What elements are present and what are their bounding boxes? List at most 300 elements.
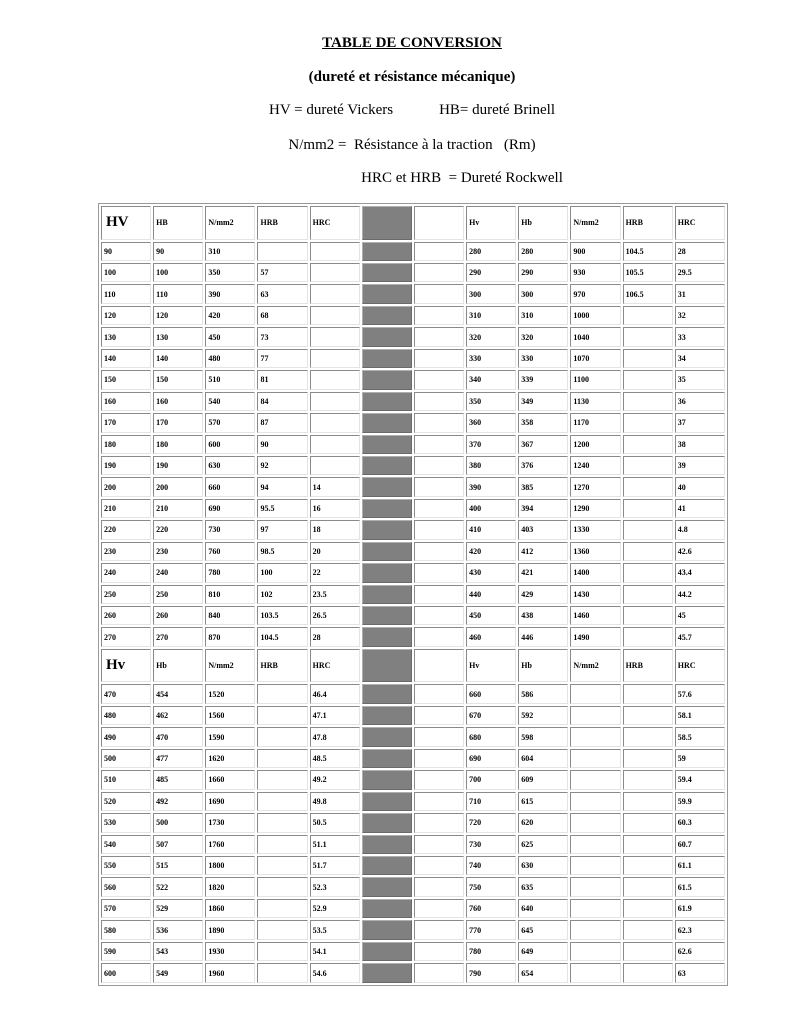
table-cell: 240 (101, 563, 151, 582)
table-cell (257, 835, 307, 854)
table-cell: 438 (518, 606, 568, 625)
divider-cell (362, 327, 412, 346)
table-cell (414, 606, 464, 625)
table-row (101, 942, 725, 961)
table-cell: 1240 (570, 456, 620, 475)
table-cell: 1200 (570, 435, 620, 454)
table-cell: 28 (675, 242, 725, 261)
table-row (101, 792, 725, 811)
table-cell: 190 (153, 456, 203, 475)
table-cell: 510 (205, 370, 255, 389)
table-cell: 645 (518, 920, 568, 939)
table-row (101, 435, 725, 454)
divider-cell (362, 370, 412, 389)
table-cell: 77 (257, 349, 307, 368)
table-cell: HRC (675, 206, 725, 240)
table-cell: 598 (518, 727, 568, 746)
table-cell (623, 942, 673, 961)
table-cell (414, 963, 464, 983)
table-cell: Hb (153, 649, 203, 683)
table-cell: 690 (205, 499, 255, 518)
table-cell: 840 (205, 606, 255, 625)
divider-cell (362, 435, 412, 454)
table-cell: 250 (101, 585, 151, 604)
table-cell: 1730 (205, 813, 255, 832)
table-cell (414, 563, 464, 582)
table-cell (414, 542, 464, 561)
table-cell: 570 (101, 899, 151, 918)
table-cell: 59.9 (675, 792, 725, 811)
table-cell: 190 (101, 456, 151, 475)
divider-cell (362, 206, 412, 240)
table-cell: 654 (518, 963, 568, 983)
table-cell: 492 (153, 792, 203, 811)
table-cell (623, 349, 673, 368)
table-cell: 230 (153, 542, 203, 561)
table-cell: 33 (675, 327, 725, 346)
table-cell: 549 (153, 963, 203, 983)
table-cell: 507 (153, 835, 203, 854)
table-cell: 42.6 (675, 542, 725, 561)
definition-hv: HV = dureté Vickers (269, 102, 394, 118)
table-row (101, 835, 725, 854)
table-cell (414, 792, 464, 811)
table-cell: 94 (257, 477, 307, 496)
table-cell: 429 (518, 585, 568, 604)
table-cell: 529 (153, 899, 203, 918)
table-cell: 540 (205, 392, 255, 411)
table-cell (310, 284, 360, 303)
table-cell: 586 (518, 684, 568, 703)
table-cell: 615 (518, 792, 568, 811)
divider-cell (362, 835, 412, 854)
table-cell: 220 (153, 520, 203, 539)
table-cell: 35 (675, 370, 725, 389)
table-cell (257, 242, 307, 261)
table-cell: 63 (675, 963, 725, 983)
table-cell (623, 520, 673, 539)
table-cell: 1860 (205, 899, 255, 918)
table-cell: 32 (675, 306, 725, 325)
table-cell: 92 (257, 456, 307, 475)
table-cell (257, 792, 307, 811)
table-cell: 740 (466, 856, 516, 875)
table-cell: 500 (101, 749, 151, 768)
table-cell: 720 (466, 813, 516, 832)
table-cell (414, 942, 464, 961)
table-cell: 358 (518, 413, 568, 432)
table-cell (414, 899, 464, 918)
table-row (101, 520, 725, 539)
table-cell: 57.6 (675, 684, 725, 703)
table-cell (623, 749, 673, 768)
table-cell: 1930 (205, 942, 255, 961)
table-cell: 403 (518, 520, 568, 539)
table-cell: 350 (205, 263, 255, 282)
table-cell: 52.9 (310, 899, 360, 918)
table-cell: 81 (257, 370, 307, 389)
table-cell (623, 413, 673, 432)
table-cell: 110 (101, 284, 151, 303)
table-cell: HRB (257, 206, 307, 240)
table-cell: HRB (257, 649, 307, 683)
table-cell (414, 727, 464, 746)
divider-cell (362, 963, 412, 983)
table-cell: 580 (101, 920, 151, 939)
table-cell (310, 392, 360, 411)
table-cell: 40 (675, 477, 725, 496)
table-cell: HB (153, 206, 203, 240)
definition-hb: HB= dureté Brinell (439, 102, 555, 118)
conversion-table-body (101, 206, 725, 983)
table-cell: 330 (518, 349, 568, 368)
table-cell: 37 (675, 413, 725, 432)
table-cell (257, 727, 307, 746)
table-cell (623, 456, 673, 475)
table-cell: 34 (675, 349, 725, 368)
table-cell: 44.2 (675, 585, 725, 604)
table-cell: 57 (257, 263, 307, 282)
table-cell: 1170 (570, 413, 620, 432)
table-cell: 150 (101, 370, 151, 389)
table-cell: 98.5 (257, 542, 307, 561)
table-cell: 59.4 (675, 770, 725, 789)
divider-cell (362, 263, 412, 282)
table-cell: 41 (675, 499, 725, 518)
table-cell: 280 (466, 242, 516, 261)
table-cell (570, 835, 620, 854)
table-cell (414, 477, 464, 496)
table-cell: 609 (518, 770, 568, 789)
table-cell: 1520 (205, 684, 255, 703)
table-row (101, 749, 725, 768)
table-cell: 26.5 (310, 606, 360, 625)
table-cell (414, 877, 464, 896)
table-cell: 500 (153, 813, 203, 832)
table-cell: 790 (466, 963, 516, 983)
table-row (101, 284, 725, 303)
table-row (101, 606, 725, 625)
table-cell (623, 770, 673, 789)
table-cell: 625 (518, 835, 568, 854)
table-cell: HV (101, 206, 151, 240)
table-row (101, 456, 725, 475)
table-cell: 320 (518, 327, 568, 346)
table-cell: 59 (675, 749, 725, 768)
table-cell: 536 (153, 920, 203, 939)
table-cell: 367 (518, 435, 568, 454)
table-cell (414, 370, 464, 389)
divider-cell (362, 456, 412, 475)
table-cell: 20 (310, 542, 360, 561)
table-cell: 100 (257, 563, 307, 582)
divider-cell (362, 749, 412, 768)
table-row (101, 813, 725, 832)
table-cell (570, 749, 620, 768)
table-cell: 376 (518, 456, 568, 475)
table-cell (414, 856, 464, 875)
table-cell (623, 856, 673, 875)
divider-cell (362, 392, 412, 411)
table-cell: 60.3 (675, 813, 725, 832)
table-cell (623, 877, 673, 896)
table-cell (570, 727, 620, 746)
table-cell: N/mm2 (570, 649, 620, 683)
table-cell: 46.4 (310, 684, 360, 703)
table-cell: 97 (257, 520, 307, 539)
table-row (101, 392, 725, 411)
table-cell: 590 (101, 942, 151, 961)
table-cell: 105.5 (623, 263, 673, 282)
table-cell: 14 (310, 477, 360, 496)
table-cell (310, 306, 360, 325)
table-cell: 420 (466, 542, 516, 561)
table-cell: 23.5 (310, 585, 360, 604)
table-cell: 330 (466, 349, 516, 368)
table-cell: 62.3 (675, 920, 725, 939)
table-cell: 51.1 (310, 835, 360, 854)
table-cell: 380 (466, 456, 516, 475)
table-cell: 230 (101, 542, 151, 561)
table-cell: HRC (310, 649, 360, 683)
divider-cell (362, 542, 412, 561)
table-cell (623, 392, 673, 411)
table-cell (414, 284, 464, 303)
table-cell: 600 (205, 435, 255, 454)
table-cell: 400 (466, 499, 516, 518)
table-cell (570, 963, 620, 983)
table-row (101, 327, 725, 346)
table-cell: 104.5 (623, 242, 673, 261)
table-cell (414, 349, 464, 368)
table-row (101, 370, 725, 389)
table-cell: 310 (205, 242, 255, 261)
table-cell (623, 963, 673, 983)
divider-cell (362, 899, 412, 918)
table-cell: 390 (205, 284, 255, 303)
table-cell: 54.1 (310, 942, 360, 961)
divider-cell (362, 499, 412, 518)
table-cell: 810 (205, 585, 255, 604)
table-cell: 87 (257, 413, 307, 432)
table-cell (414, 306, 464, 325)
table-row (101, 542, 725, 561)
table-cell: 1960 (205, 963, 255, 983)
table-row (101, 585, 725, 604)
table-cell: 270 (101, 627, 151, 646)
divider-cell (362, 413, 412, 432)
table-cell: 106.5 (623, 284, 673, 303)
table-cell: 54.6 (310, 963, 360, 983)
divider-cell (362, 792, 412, 811)
table-cell (257, 706, 307, 725)
table-cell: 120 (101, 306, 151, 325)
table-cell: 370 (466, 435, 516, 454)
table-cell: 58.1 (675, 706, 725, 725)
table-cell: 480 (101, 706, 151, 725)
table-cell: 1430 (570, 585, 620, 604)
divider-cell (362, 585, 412, 604)
table-cell: 710 (466, 792, 516, 811)
table-cell: 1660 (205, 770, 255, 789)
table-cell: 760 (466, 899, 516, 918)
table-cell: 50.5 (310, 813, 360, 832)
table-cell: 260 (153, 606, 203, 625)
table-cell: 660 (205, 477, 255, 496)
divider-cell (362, 606, 412, 625)
table-cell (414, 835, 464, 854)
table-cell: 1100 (570, 370, 620, 389)
table-cell (623, 370, 673, 389)
table-cell: N/mm2 (205, 649, 255, 683)
table-cell: 16 (310, 499, 360, 518)
table-cell: 49.2 (310, 770, 360, 789)
table-cell: 570 (205, 413, 255, 432)
table-cell (414, 456, 464, 475)
table-cell: 48.5 (310, 749, 360, 768)
table-cell (414, 585, 464, 604)
table-cell: 28 (310, 627, 360, 646)
table-cell (623, 792, 673, 811)
table-cell: 540 (101, 835, 151, 854)
table-cell (623, 813, 673, 832)
table-cell (570, 856, 620, 875)
table-cell: 150 (153, 370, 203, 389)
table-cell (414, 327, 464, 346)
table-cell: 349 (518, 392, 568, 411)
table-cell (414, 813, 464, 832)
divider-cell (362, 306, 412, 325)
table-cell (414, 920, 464, 939)
definition-rm: N/mm2 = Résistance à la traction (Rm) (288, 137, 536, 153)
table-cell (623, 435, 673, 454)
table-cell: 1490 (570, 627, 620, 646)
table-cell: 47.1 (310, 706, 360, 725)
table-cell: HRC (310, 206, 360, 240)
divider-cell (362, 877, 412, 896)
table-cell: 360 (466, 413, 516, 432)
table-header-row (101, 649, 725, 683)
table-cell: Hv (466, 649, 516, 683)
table-cell: 140 (153, 349, 203, 368)
table-cell: 310 (518, 306, 568, 325)
table-cell (414, 627, 464, 646)
table-cell: 470 (101, 684, 151, 703)
table-cell: 1690 (205, 792, 255, 811)
table-cell: 130 (153, 327, 203, 346)
table-cell: 454 (153, 684, 203, 703)
table-row (101, 413, 725, 432)
table-cell: 1000 (570, 306, 620, 325)
table-cell (414, 413, 464, 432)
table-cell: 470 (153, 727, 203, 746)
table-cell: 446 (518, 627, 568, 646)
divider-cell (362, 706, 412, 725)
divider-cell (362, 920, 412, 939)
table-cell: 1070 (570, 349, 620, 368)
table-cell: 930 (570, 263, 620, 282)
table-cell: 490 (101, 727, 151, 746)
table-cell: 260 (101, 606, 151, 625)
table-cell: 1360 (570, 542, 620, 561)
table-cell: 339 (518, 370, 568, 389)
table-cell (570, 684, 620, 703)
table-cell: 90 (257, 435, 307, 454)
table-cell (310, 327, 360, 346)
definition-rockwell: HRC et HRB = Dureté Rockwell (361, 170, 563, 186)
table-cell: 1620 (205, 749, 255, 768)
table-cell: 520 (101, 792, 151, 811)
table-cell (623, 899, 673, 918)
table-cell (310, 349, 360, 368)
table-cell: 4.8 (675, 520, 725, 539)
page-subtitle: (dureté et résistance mécanique) (308, 69, 516, 85)
table-cell: 543 (153, 942, 203, 961)
table-cell: 110 (153, 284, 203, 303)
table-cell: 477 (153, 749, 203, 768)
table-cell: 450 (205, 327, 255, 346)
table-cell: 410 (466, 520, 516, 539)
page-title: TABLE DE CONVERSION (322, 35, 502, 51)
table-cell: 52.3 (310, 877, 360, 896)
table-cell (623, 835, 673, 854)
table-cell: 1800 (205, 856, 255, 875)
table-cell: Hb (518, 649, 568, 683)
divider-cell (362, 649, 412, 683)
table-cell: 412 (518, 542, 568, 561)
divider-cell (362, 770, 412, 789)
table-row (101, 727, 725, 746)
table-cell: 130 (101, 327, 151, 346)
table-cell: 220 (101, 520, 151, 539)
table-cell: 29.5 (675, 263, 725, 282)
table-cell: 780 (466, 942, 516, 961)
table-cell (257, 770, 307, 789)
divider-cell (362, 627, 412, 646)
table-cell: 630 (205, 456, 255, 475)
table-row (101, 349, 725, 368)
table-cell (414, 749, 464, 768)
definition-hv-hb (0, 103, 791, 118)
table-cell: 440 (466, 585, 516, 604)
table-cell: 649 (518, 942, 568, 961)
table-row (101, 963, 725, 983)
divider-cell (362, 813, 412, 832)
table-cell (623, 327, 673, 346)
table-row (101, 563, 725, 582)
table-cell: 31 (675, 284, 725, 303)
table-cell: 51.7 (310, 856, 360, 875)
table-cell: N/mm2 (205, 206, 255, 240)
table-cell: 18 (310, 520, 360, 539)
table-cell: 485 (153, 770, 203, 789)
table-cell: 61.5 (675, 877, 725, 896)
table-cell: 100 (153, 263, 203, 282)
table-cell: 390 (466, 477, 516, 496)
table-cell: 39 (675, 456, 725, 475)
table-cell: Hb (518, 206, 568, 240)
table-cell: 210 (153, 499, 203, 518)
table-cell: 45 (675, 606, 725, 625)
table-cell: 280 (518, 242, 568, 261)
table-cell: 36 (675, 392, 725, 411)
table-cell (257, 813, 307, 832)
table-cell (623, 727, 673, 746)
table-cell (257, 749, 307, 768)
table-cell: 120 (153, 306, 203, 325)
divider-cell (362, 856, 412, 875)
table-cell: 600 (101, 963, 151, 983)
